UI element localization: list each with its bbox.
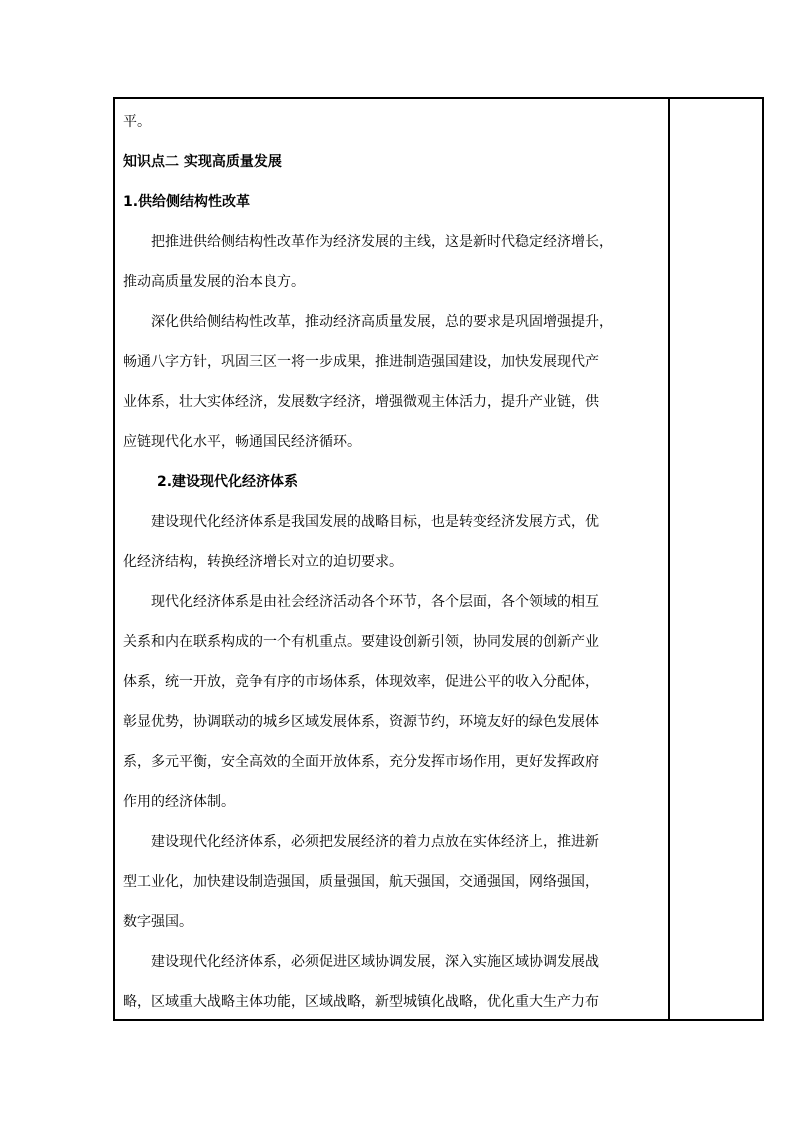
text-line: 关系和内在联系构成的一个有机重点。要建设创新引领，协同发展的创新产业 (123, 634, 599, 650)
subsection-heading: 1.供给侧结构性改革 (123, 194, 251, 210)
text-line: 推动高质量发展的治本良方。 (123, 274, 305, 290)
text-line: 型工业化，加快建设制造强国，质量强国，航天强国，交通强国，网络强国， (123, 874, 599, 890)
text-line: 彰显优势，协调联动的城乡区域发展体系，资源节约，环境友好的绿色发展体 (123, 714, 599, 730)
text-line: 作用的经济体制。 (123, 794, 235, 810)
text-line: 数字强国。 (123, 914, 193, 930)
text-line: 深化供给侧结构性改革，推动经济高质量发展，总的要求是巩固增强提升， (151, 314, 613, 330)
text-line: 建设现代化经济体系，必须促进区域协调发展，深入实施区域协调发展战 (151, 954, 599, 970)
document-table (113, 97, 764, 1021)
text-line: 畅通八字方针，巩固三区一将一步成果，推进制造强国建设，加快发展现代产 (123, 354, 599, 370)
text-line: 现代化经济体系是由社会经济活动各个环节，各个层面，各个领域的相互 (151, 594, 599, 610)
text-line: 体系，统一开放，竞争有序的市场体系，体现效率，促进公平的收入分配体， (123, 674, 599, 690)
subsection-heading: 2.建设现代化经济体系 (157, 474, 299, 490)
table-column-divider (668, 99, 670, 1019)
text-line: 系，多元平衡，安全高效的全面开放体系，充分发挥市场作用，更好发挥政府 (123, 754, 599, 770)
text-line: 把推进供给侧结构性改革作为经济发展的主线，这是新时代稳定经济增长， (151, 234, 613, 250)
text-line: 应链现代化水平，畅通国民经济循环。 (123, 434, 361, 450)
section-heading: 知识点二 实现高质量发展 (123, 154, 282, 170)
text-line: 化经济结构，转换经济增长对立的迫切要求。 (123, 554, 403, 570)
text-line: 平。 (123, 114, 151, 130)
text-line: 建设现代化经济体系是我国发展的战略目标，也是转变经济发展方式，优 (151, 514, 599, 530)
text-line: 建设现代化经济体系，必须把发展经济的着力点放在实体经济上，推进新 (151, 834, 599, 850)
text-line: 略，区域重大战略主体功能，区域战略，新型城镇化战略，优化重大生产力布 (123, 994, 599, 1010)
text-line: 业体系，壮大实体经济，发展数字经济，增强微观主体活力，提升产业链，供 (123, 394, 599, 410)
main-text-cell (123, 115, 661, 1035)
